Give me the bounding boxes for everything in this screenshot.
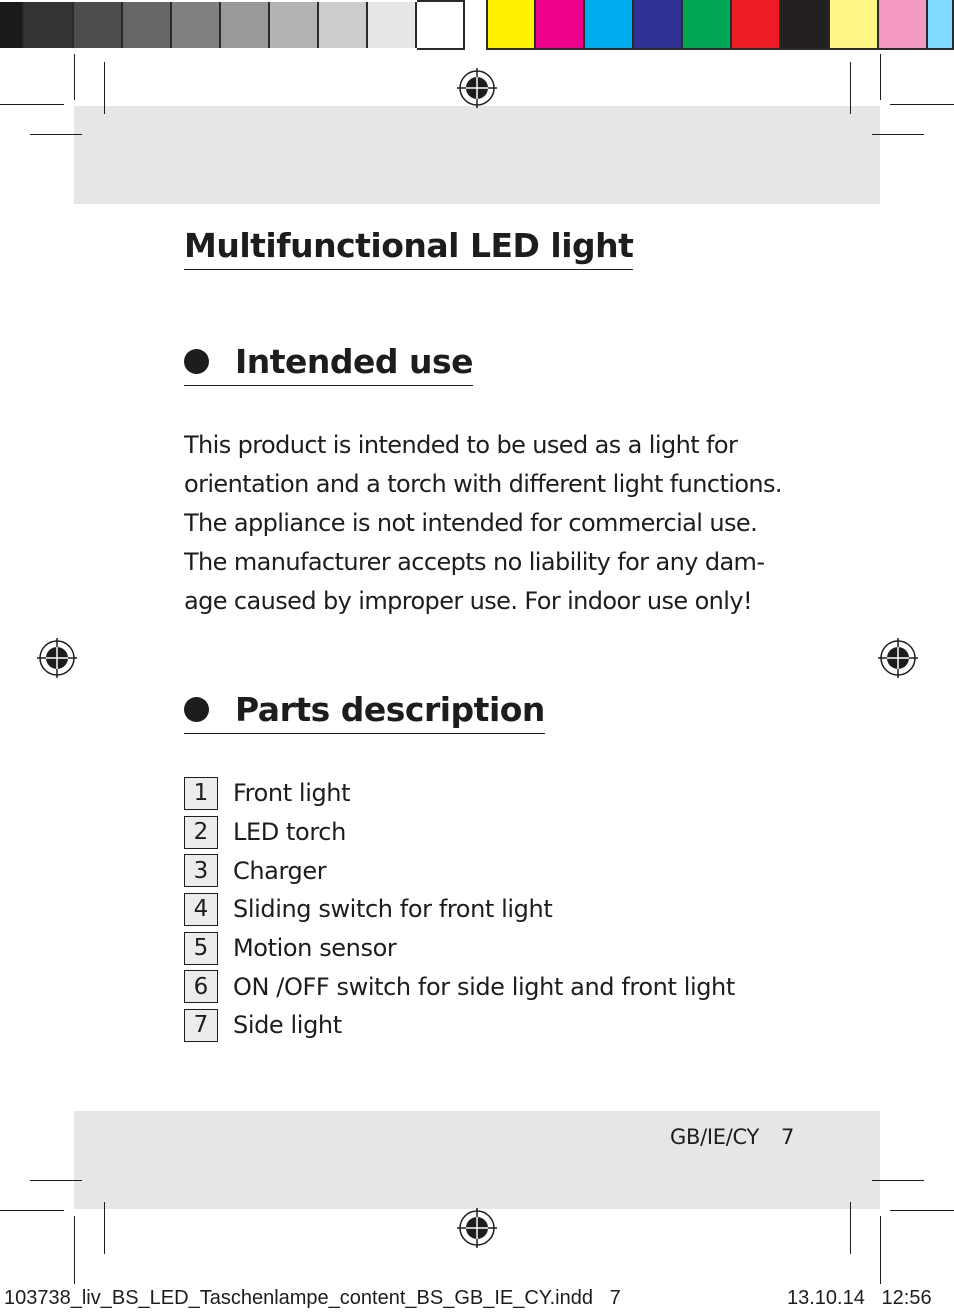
bullet-icon [184, 349, 209, 374]
parts-description-heading-text: Parts description [235, 690, 545, 729]
gray-swatch [417, 0, 465, 50]
crop-mark [872, 134, 924, 135]
color-swatch [879, 0, 928, 48]
crop-mark [30, 134, 82, 135]
list-item [184, 967, 735, 1006]
part-number-box: 1 [184, 777, 218, 810]
color-swatch [928, 0, 952, 48]
gray-swatch [0, 2, 24, 48]
color-swatch [732, 0, 781, 48]
part-label: Charger [233, 856, 327, 885]
registration-mark-icon [457, 1208, 497, 1248]
gray-swatch [368, 2, 417, 48]
gray-swatch [221, 2, 270, 48]
region-code: GB/IE/CY [670, 1125, 760, 1149]
slug-datetime: 13.10.14 12:56 [787, 1287, 932, 1309]
list-item [184, 851, 735, 890]
crop-mark [104, 1202, 105, 1254]
part-label: Sliding switch for front light [233, 895, 553, 924]
list-item [184, 813, 735, 852]
registration-mark-icon [457, 68, 497, 108]
color-swatch [488, 0, 536, 48]
bullet-icon [184, 697, 209, 722]
document-title: Multifunctional LED light [184, 226, 633, 270]
crop-mark [74, 54, 75, 100]
slug-filename: 103738_liv_BS_LED_Taschenlampe_content_BS_GB_IE_CY.indd 7 [4, 1287, 621, 1309]
intended-use-heading-text: Intended use [235, 342, 474, 381]
crop-mark [850, 62, 851, 114]
process-color-bar [486, 0, 954, 50]
crop-mark [890, 104, 954, 105]
gray-swatch [270, 2, 319, 48]
part-label: Motion sensor [233, 934, 397, 963]
crop-mark [850, 1202, 851, 1254]
part-label: Side light [233, 1011, 342, 1040]
crop-mark [0, 104, 64, 105]
crop-mark [890, 1210, 954, 1211]
color-swatch [585, 0, 634, 48]
part-label: ON /OFF switch for side light and front light [233, 972, 735, 1001]
list-item [184, 774, 735, 813]
color-swatch [781, 0, 830, 48]
part-number-box: 4 [184, 893, 218, 926]
intended-use-paragraph [184, 426, 784, 621]
crop-mark [872, 1180, 924, 1181]
crop-mark [30, 1180, 82, 1181]
part-label: LED torch [233, 818, 346, 847]
paragraph-line: age caused by improper use. For indoor use only! [184, 587, 752, 615]
list-item [184, 1006, 735, 1045]
gray-swatch [172, 2, 221, 48]
gray-swatch [74, 2, 123, 48]
crop-mark [880, 1216, 881, 1284]
color-swatch [683, 0, 732, 48]
part-label: Front light [233, 779, 351, 808]
list-item [184, 929, 735, 968]
color-swatch [536, 0, 585, 48]
paragraph-line: This product is intended to be used as a light for [184, 431, 738, 459]
part-number-box: 5 [184, 932, 218, 965]
part-number-box: 6 [184, 970, 218, 1003]
crop-mark [0, 1210, 64, 1211]
grayscale-bar [0, 0, 465, 50]
crop-mark [104, 62, 105, 114]
color-swatch [634, 0, 683, 48]
parts-description-heading [184, 690, 545, 734]
registration-mark-icon [37, 638, 77, 678]
crop-mark [880, 54, 881, 100]
list-item [184, 890, 735, 929]
paragraph-line: The appliance is not intended for commercial use. [184, 509, 758, 537]
crop-mark [74, 1216, 75, 1284]
parts-list [184, 774, 735, 1045]
part-number-box: 7 [184, 1009, 218, 1042]
registration-mark-icon [878, 638, 918, 678]
page-number: 7 [781, 1125, 795, 1149]
color-swatch [830, 0, 879, 48]
part-number-box: 2 [184, 816, 218, 849]
paragraph-line: orientation and a torch with different light functions. [184, 470, 782, 498]
paragraph-line: The manufacturer accepts no liability for any dam- [184, 548, 765, 576]
header-band [74, 106, 880, 204]
gray-swatch [319, 2, 368, 48]
gray-swatch [24, 2, 74, 48]
gray-swatch [123, 2, 172, 48]
page-footer [670, 1125, 794, 1149]
part-number-box: 3 [184, 854, 218, 887]
intended-use-heading [184, 342, 473, 386]
